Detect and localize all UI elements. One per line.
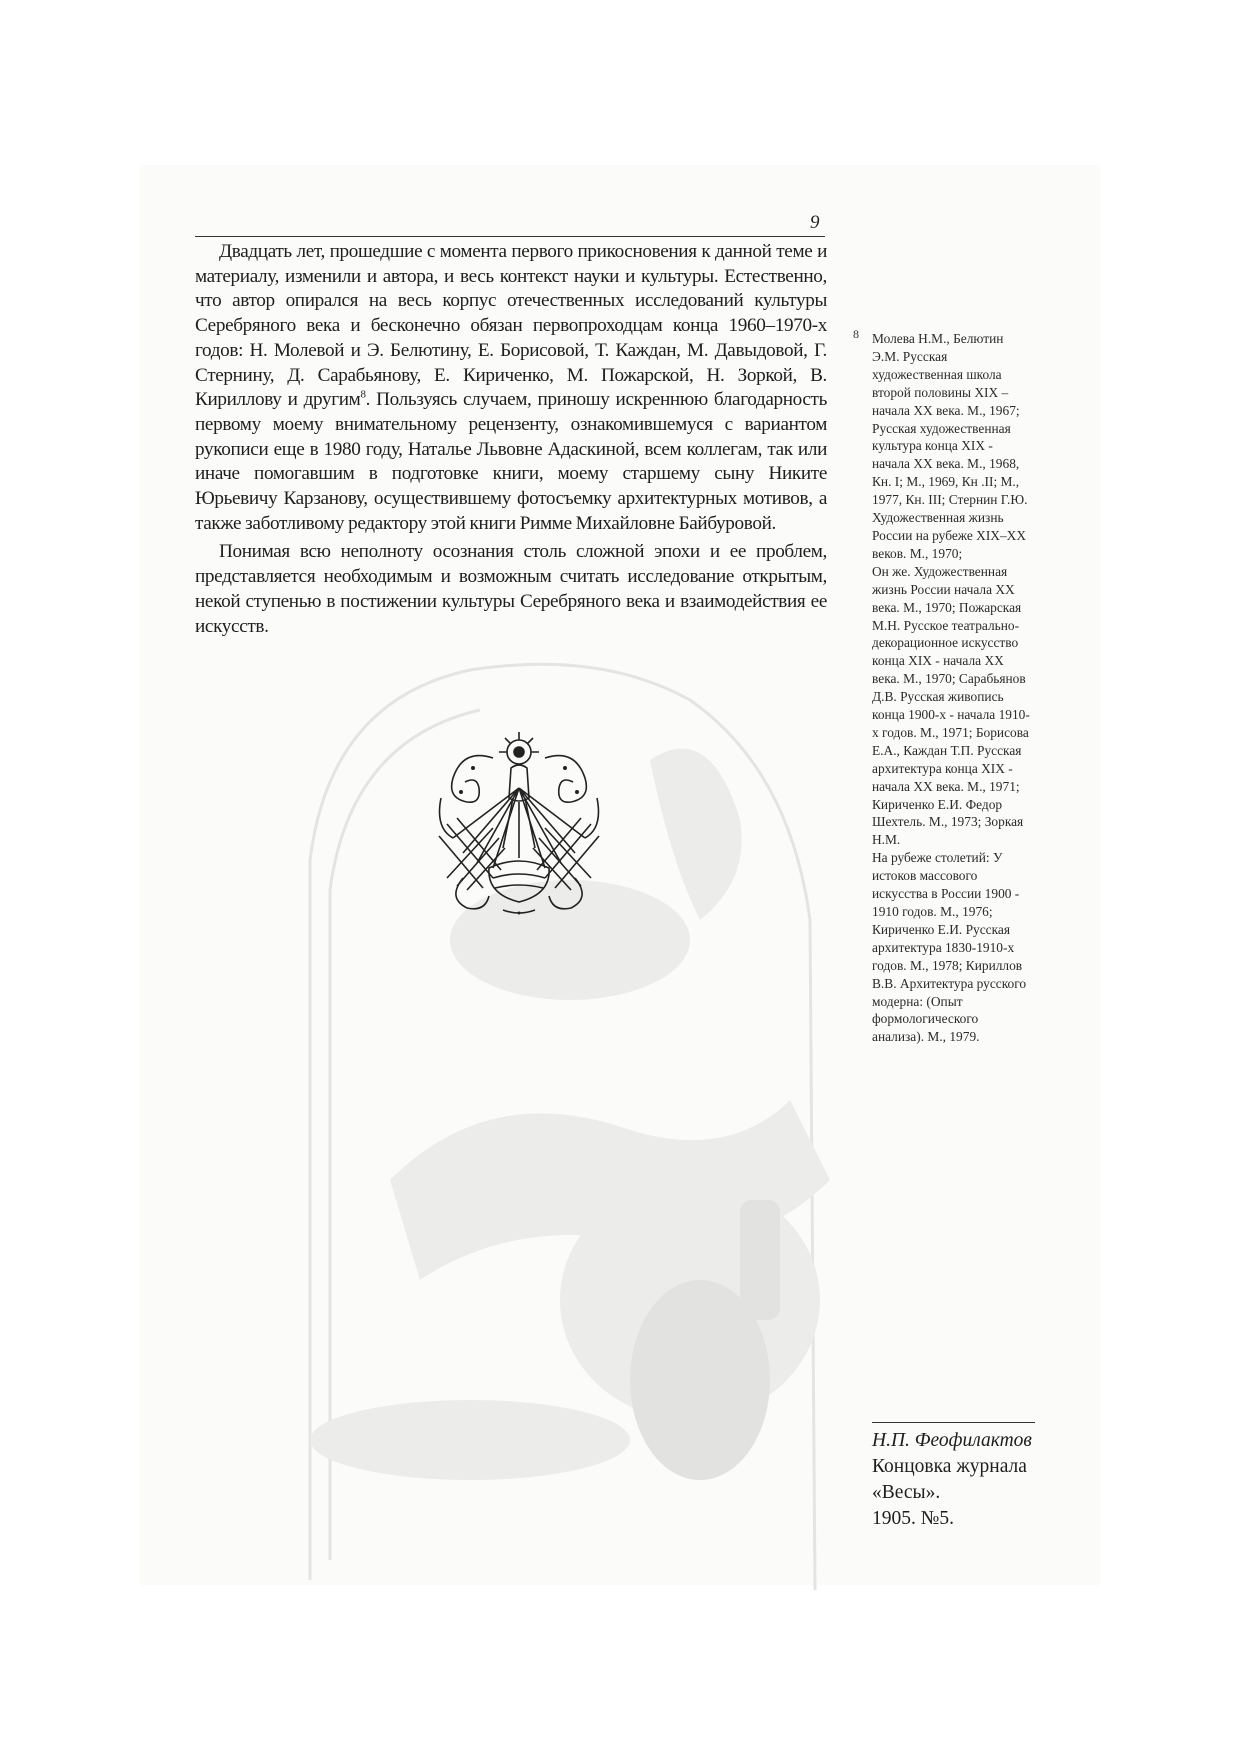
footnote-number: 8 [853, 327, 859, 341]
main-text [195, 240, 827, 639]
caption-line-1: Концовка журнала [872, 1456, 1027, 1477]
paragraph-1 [195, 240, 827, 536]
paragraph-2: Понимая всю неполноту осознания столь сложной эпохи и ее проблем, представляется необходимым и возможным считать исследование открытым, некой ступенью в постижении культуры Серебряного века и взаимодействия ее искусств. [195, 541, 827, 637]
page-number: 9 [810, 212, 820, 233]
paragraph-1-continuation: . Пользуясь случаем, приношу искреннюю благодарность первому моему внимательному рецензенту, ознакомившемуся с вариантом рукописи еще в 1980 году, Наталье Львовне Адаскиной, всем коллегам, так или иначе помогавшим в подготовке книги, моему старшему сыну Никите Юрьевичу Карзанову, осуществившему фотосъемку архитектурных мотивов, а также заботливому редактору этой книги Римме Михайловне Байбуровой. [195, 389, 827, 534]
caption-author: Н.П. Феофилактов [872, 1430, 1032, 1451]
caption-rule [872, 1422, 1035, 1423]
caption-line-2: «Весы». [872, 1482, 941, 1503]
ornament-vignette [433, 728, 605, 916]
paragraph-1-text: Двадцать лет, прошедшие с момента первого прикосновения к данной теме и материалу, изменили и автора, и весь контекст науки и культуры. Естественно, что автор опирался на весь корпус отечественных исследований культуры Серебряного века и бесконечно обязан первопроходцам конца 1960–1970-х годов: Н. Молевой и Э. Белютину, Е. Борисовой, Т. Каждан, М. Давыдовой, Г. Стернину, Д. Сарабьянову, Е. Кириченко, М. Пожарской, Н. Зоркой, В. Кириллову и другим [195, 241, 827, 411]
footnote-reference[interactable]: 8 [360, 388, 366, 401]
footnote-text: Молева Н.М., Белютин Э.М. Русская художественная школа второй половины XIX – начала XX века. М., 1967; Русская художественная культура конца XIX - начала XX века. М., 1968, Кн. I; М., 1969, Кн .II; М., 1977, Кн. III; Стернин Г.Ю. Художественная жизнь России на рубеже XIX–XX веков. М., 1970; Он же. Художественная жизнь России начала XX века. М., 1970; Пожарская М.Н. Русское театрально-декорационное искусство конца XIX - начала XX века. М., 1970; Сарабьянов Д.В. Русская живопись конца 1900-х - начала 1910-х годов. М., 1971; Борисова Е.А., Каждан Т.П. Русская архитектура конца XIX - начала XX века. М., 1971; Кириченко Е.И. Федор Шехтель. М., 1973; Зоркая Н.М. На рубеже столетий: У истоков массового искусства в России 1900 - 1910 годов. М., 1976; Кириченко Е.И. Русская архитектура 1830-1910-х годов. М., 1978; Кириллов В.В. Архитектура русского модерна: (Опыт формологического анализа). М., 1979. [872, 331, 1030, 1045]
caption-line-3: 1905. №5. [872, 1508, 954, 1529]
illustration-caption [872, 1428, 1072, 1532]
header-rule [195, 236, 825, 237]
